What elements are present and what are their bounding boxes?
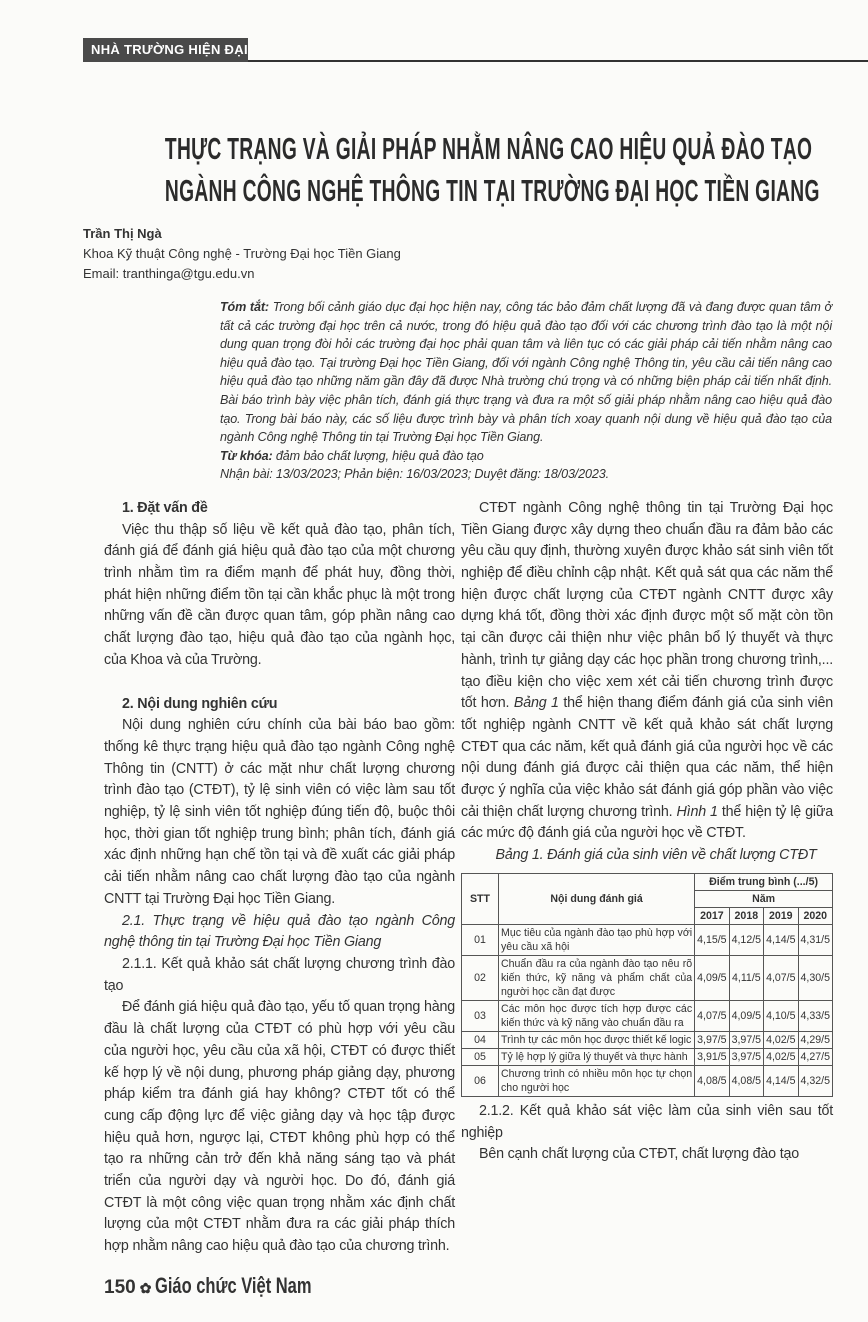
cell-score: 4,11/5 (729, 955, 763, 1000)
journal-name: Giáo chức Việt Nam (155, 1272, 312, 1298)
title-line-2: NGÀNH CÔNG NGHỆ THÔNG TIN TẠI TRƯỜNG ĐẠI HỌC TIỀN GIANG (164, 173, 820, 208)
cell-score: 4,30/5 (798, 955, 832, 1000)
cell-content: Chương trình có nhiều môn học tự chọn cho người học (499, 1065, 695, 1096)
cell-score: 4,14/5 (764, 924, 798, 955)
paragraph-1: Việc thu thập số liệu về kết quả đào tạo, phân tích, đánh giá để đánh giá hiệu quả đào tạo của một chương trình nhằm tìm ra điểm mạnh để phát huy, đồng thời, phát hiện những điểm tồn tại cần khắc phục là một trong những vấn đề cần được quan tâm, góp phần nâng cao chất lượng đào tạo, hiệu quả đào tạo của ngành học, của Khoa và của Trường. (104, 521, 455, 668)
cell-score: 4,10/5 (764, 1000, 798, 1031)
page-footer (104, 1272, 868, 1302)
cell-score: 4,29/5 (798, 1031, 832, 1048)
figure-reference: Hình 1 (676, 803, 718, 820)
cell-stt: 04 (462, 1031, 499, 1048)
paragraph-4-text-b: thể hiện thang điểm đánh giá của sinh viên tốt nghiệp ngành CNTT về kết quả khảo sát chất lượng CTĐT qua các năm, kết quả đánh giá của người học về các nội dung đánh giá được cải thiện qua các năm, thể hiện được ý nghĩa của việc khảo sát đánh giá góp phần vào việc cải thiện chất lượng chương trình. (461, 695, 833, 820)
abstract (220, 298, 832, 484)
right-column (461, 498, 833, 1166)
th-year-2019: 2019 (764, 907, 798, 924)
table-row (462, 1031, 833, 1048)
page-number: 150 (104, 1276, 136, 1298)
heading-2-1-2: 2.1.2. Kết quả khảo sát việc làm của sinh viên sau tốt nghiệp (461, 1102, 833, 1141)
paragraph-4-text-c: thể hiện tỷ lệ giữa các mức độ đánh giá của người học về CTĐT. (461, 803, 833, 842)
paragraph-2: Nội dung nghiên cứu chính của bài báo bao gồm: thống kê thực trạng hiệu quả đào tạo ngành Công nghệ Thông tin (CNTT) ở các mặt như chất lượng chương trình đào tạo (CTĐT), tỷ lệ sinh viên có việc làm sau tốt nghiệp, tỷ lệ sinh viên tốt nghiệp đúng tiến độ, buộc thôi học, thời gian tốt nghiệp trung bình; phân tích, đánh giá xác định những hạn chế tồn tại và đề xuất các giải pháp cải tiến nhằm nâng cao chất lượng đào tạo của ngành CNTT tại Trường Đại học Tiền Giang. (104, 717, 455, 907)
th-content: Nội dung đánh giá (499, 873, 695, 924)
table-row (462, 1065, 833, 1096)
heading-2-1-1: 2.1.1. Kết quả khảo sát chất lượng chương trình đào tạo (104, 956, 455, 994)
cell-score: 4,12/5 (729, 924, 763, 955)
cell-score: 4,31/5 (798, 924, 832, 955)
author-email: Email: tranthinga@tgu.edu.vn (83, 266, 255, 281)
cell-score: 4,27/5 (798, 1048, 832, 1065)
th-year-2018: 2018 (729, 907, 763, 924)
keywords-label: Từ khóa: (220, 448, 273, 463)
heading-2-1: 2.1. Thực trạng về hiệu quả đào tạo ngành Công nghệ thông tin tại Trường Đại học Tiền Giang (104, 912, 455, 951)
evaluation-table (461, 873, 833, 1097)
cell-score: 4,09/5 (695, 955, 729, 1000)
cell-score: 4,07/5 (695, 1000, 729, 1031)
th-score: Điểm trung bình (.../5) (695, 873, 833, 890)
cell-score: 4,09/5 (729, 1000, 763, 1031)
left-column (104, 498, 455, 1258)
page-flow (0, 298, 868, 1322)
cell-score: 4,02/5 (764, 1048, 798, 1065)
table-row (462, 955, 833, 1000)
body-columns (0, 498, 868, 1258)
cell-stt: 06 (462, 1065, 499, 1096)
flower-icon: ✿ (139, 1279, 152, 1296)
cell-score: 4,08/5 (729, 1065, 763, 1096)
section-label: NHÀ TRƯỜNG HIỆN ĐẠI (83, 38, 248, 62)
th-year: Năm (695, 890, 833, 907)
cell-score: 4,33/5 (798, 1000, 832, 1031)
article-title (0, 128, 868, 212)
th-year-2017: 2017 (695, 907, 729, 924)
abstract-text: Trong bối cảnh giáo dục đại học hiện nay, công tác bảo đảm chất lượng đã và đang được quan tâm ở tất cả các trường đại học trên cả nước, trong đó hiệu quả đào tạo đối với các chương trình đào tạo là một nội dung quan trọng đòi hỏi các trường đại học phải quan tâm và liên tục có các giải pháp cải tiến nhằm nâng cao hiệu quả đào tạo. Tại trường Đại học Tiền Giang, đối với ngành Công nghệ Thông tin, yêu cầu cải tiến nâng cao hiệu quả đào tạo những năm gần đây đã được Nhà trường chú trọng và có những biện pháp cải tiến nhất định. Bài báo trình bày việc phân tích, đánh giá thực trạng và đưa ra một số giải pháp nhằm nâng cao hiệu quả đào tạo. Trong bài báo này, các số liệu được trình bày và phân tích xoay quanh nội dung về hiệu quả đào tạo của ngành Công nghệ Thông tin tại Trường Đại học Tiền Giang. (220, 300, 832, 445)
th-stt: STT (462, 873, 499, 924)
heading-1: 1. Đặt vấn đề (122, 499, 208, 516)
header-rule (248, 60, 868, 62)
paragraph-4-text-a: CTĐT ngành Công nghệ thông tin tại Trường Đại học Tiền Giang được xây dựng theo chuẩn đầu ra đảm bảo các yêu cầu quy định, thường xuyên được khảo sát sinh viên tốt nghiệp để điều chỉnh cập nhật. Kết quả sát qua các năm thể hiện được chất lượng của CTĐT ngành CNTT được xây dựng khá tốt, đồng thời xác định được một số mặt còn tồn tại cần được cải thiện như việc phân bổ lý thuyết và thực hành, trình tự giảng dạy các học phần trong chương trình,... tạo điều kiện cho việc xem xét cải tiến chương trình được tốt hơn. (461, 499, 833, 712)
cell-stt: 05 (462, 1048, 499, 1065)
author-name: Trần Thị Ngà (83, 226, 162, 241)
table-row (462, 924, 833, 955)
author-block (83, 224, 401, 284)
cell-score: 4,07/5 (764, 955, 798, 1000)
cell-score: 3,91/5 (695, 1048, 729, 1065)
cell-content: Các môn học được tích hợp được các kiến thức và kỹ năng vào chuẩn đầu ra (499, 1000, 695, 1031)
cell-content: Chuẩn đầu ra của ngành đào tạo nêu rõ kiến thức, kỹ năng và phẩm chất của người học cần đạt được (499, 955, 695, 1000)
article-dates: Nhận bài: 13/03/2023; Phản biện: 16/03/2023; Duyệt đăng: 18/03/2023. (220, 467, 609, 482)
table-caption: Bảng 1. Đánh giá của sinh viên về chất lượng CTĐT (495, 847, 817, 864)
table-reference: Bảng 1 (513, 695, 559, 712)
cell-score: 4,32/5 (798, 1065, 832, 1096)
table-body (462, 924, 833, 1096)
paragraph-4 (461, 498, 833, 845)
th-year-2020: 2020 (798, 907, 832, 924)
cell-stt: 02 (462, 955, 499, 1000)
cell-stt: 01 (462, 924, 499, 955)
cell-score: 4,15/5 (695, 924, 729, 955)
cell-score: 3,97/5 (695, 1031, 729, 1048)
cell-content: Mục tiêu của ngành đào tạo phù hợp với yêu cầu xã hội (499, 924, 695, 955)
table-row (462, 1000, 833, 1031)
author-affiliation: Khoa Kỹ thuật Công nghệ - Trường Đại học Tiền Giang (83, 246, 401, 261)
cell-content: Tỷ lệ hợp lý giữa lý thuyết và thực hành (499, 1048, 695, 1065)
cell-score: 4,08/5 (695, 1065, 729, 1096)
cell-score: 4,02/5 (764, 1031, 798, 1048)
title-line-1: THỰC TRẠNG VÀ GIẢI PHÁP NHẰM NÂNG CAO HIỆU QUẢ ĐÀO TẠO (164, 131, 813, 166)
cell-score: 3,97/5 (729, 1048, 763, 1065)
abstract-label: Tóm tắt: (220, 300, 269, 314)
paragraph-3: Để đánh giá hiệu quả đào tạo, yếu tố quan trọng hàng đầu là chất lượng của CTĐT có phù hợp với yêu cầu của người học, yêu cầu của xã hội, CTĐT có được thiết kế hợp lý về nội dung, phương pháp giảng dạy, phương pháp kiểm tra đánh giá hay không? CTĐT tốt có thể cung cấp động lực để việc giảng dạy và học tập được hiệu quả hơn, ngược lại, CTĐT không phù hợp có thể tạo ra những cản trở đến khả năng sáng tạo và phát triển của người dạy và người học. Do đó, đánh giá CTĐT là một công việc quan trọng nhằm xác định chất lượng của một CTĐT nhằm đưa ra các giải pháp thích hợp nhằm nâng cao hiệu quả đào tạo của chương trình. (104, 999, 455, 1255)
cell-content: Trình tự các môn học được thiết kế logic (499, 1031, 695, 1048)
cell-stt: 03 (462, 1000, 499, 1031)
heading-2: 2. Nội dung nghiên cứu (122, 695, 278, 712)
paragraph-5: Bên cạnh chất lượng của CTĐT, chất lượng đào tạo (479, 1146, 799, 1163)
cell-score: 4,14/5 (764, 1065, 798, 1096)
table-row (462, 1048, 833, 1065)
keywords-text: đảm bảo chất lượng, hiệu quả đào tạo (272, 448, 484, 463)
cell-score: 3,97/5 (729, 1031, 763, 1048)
